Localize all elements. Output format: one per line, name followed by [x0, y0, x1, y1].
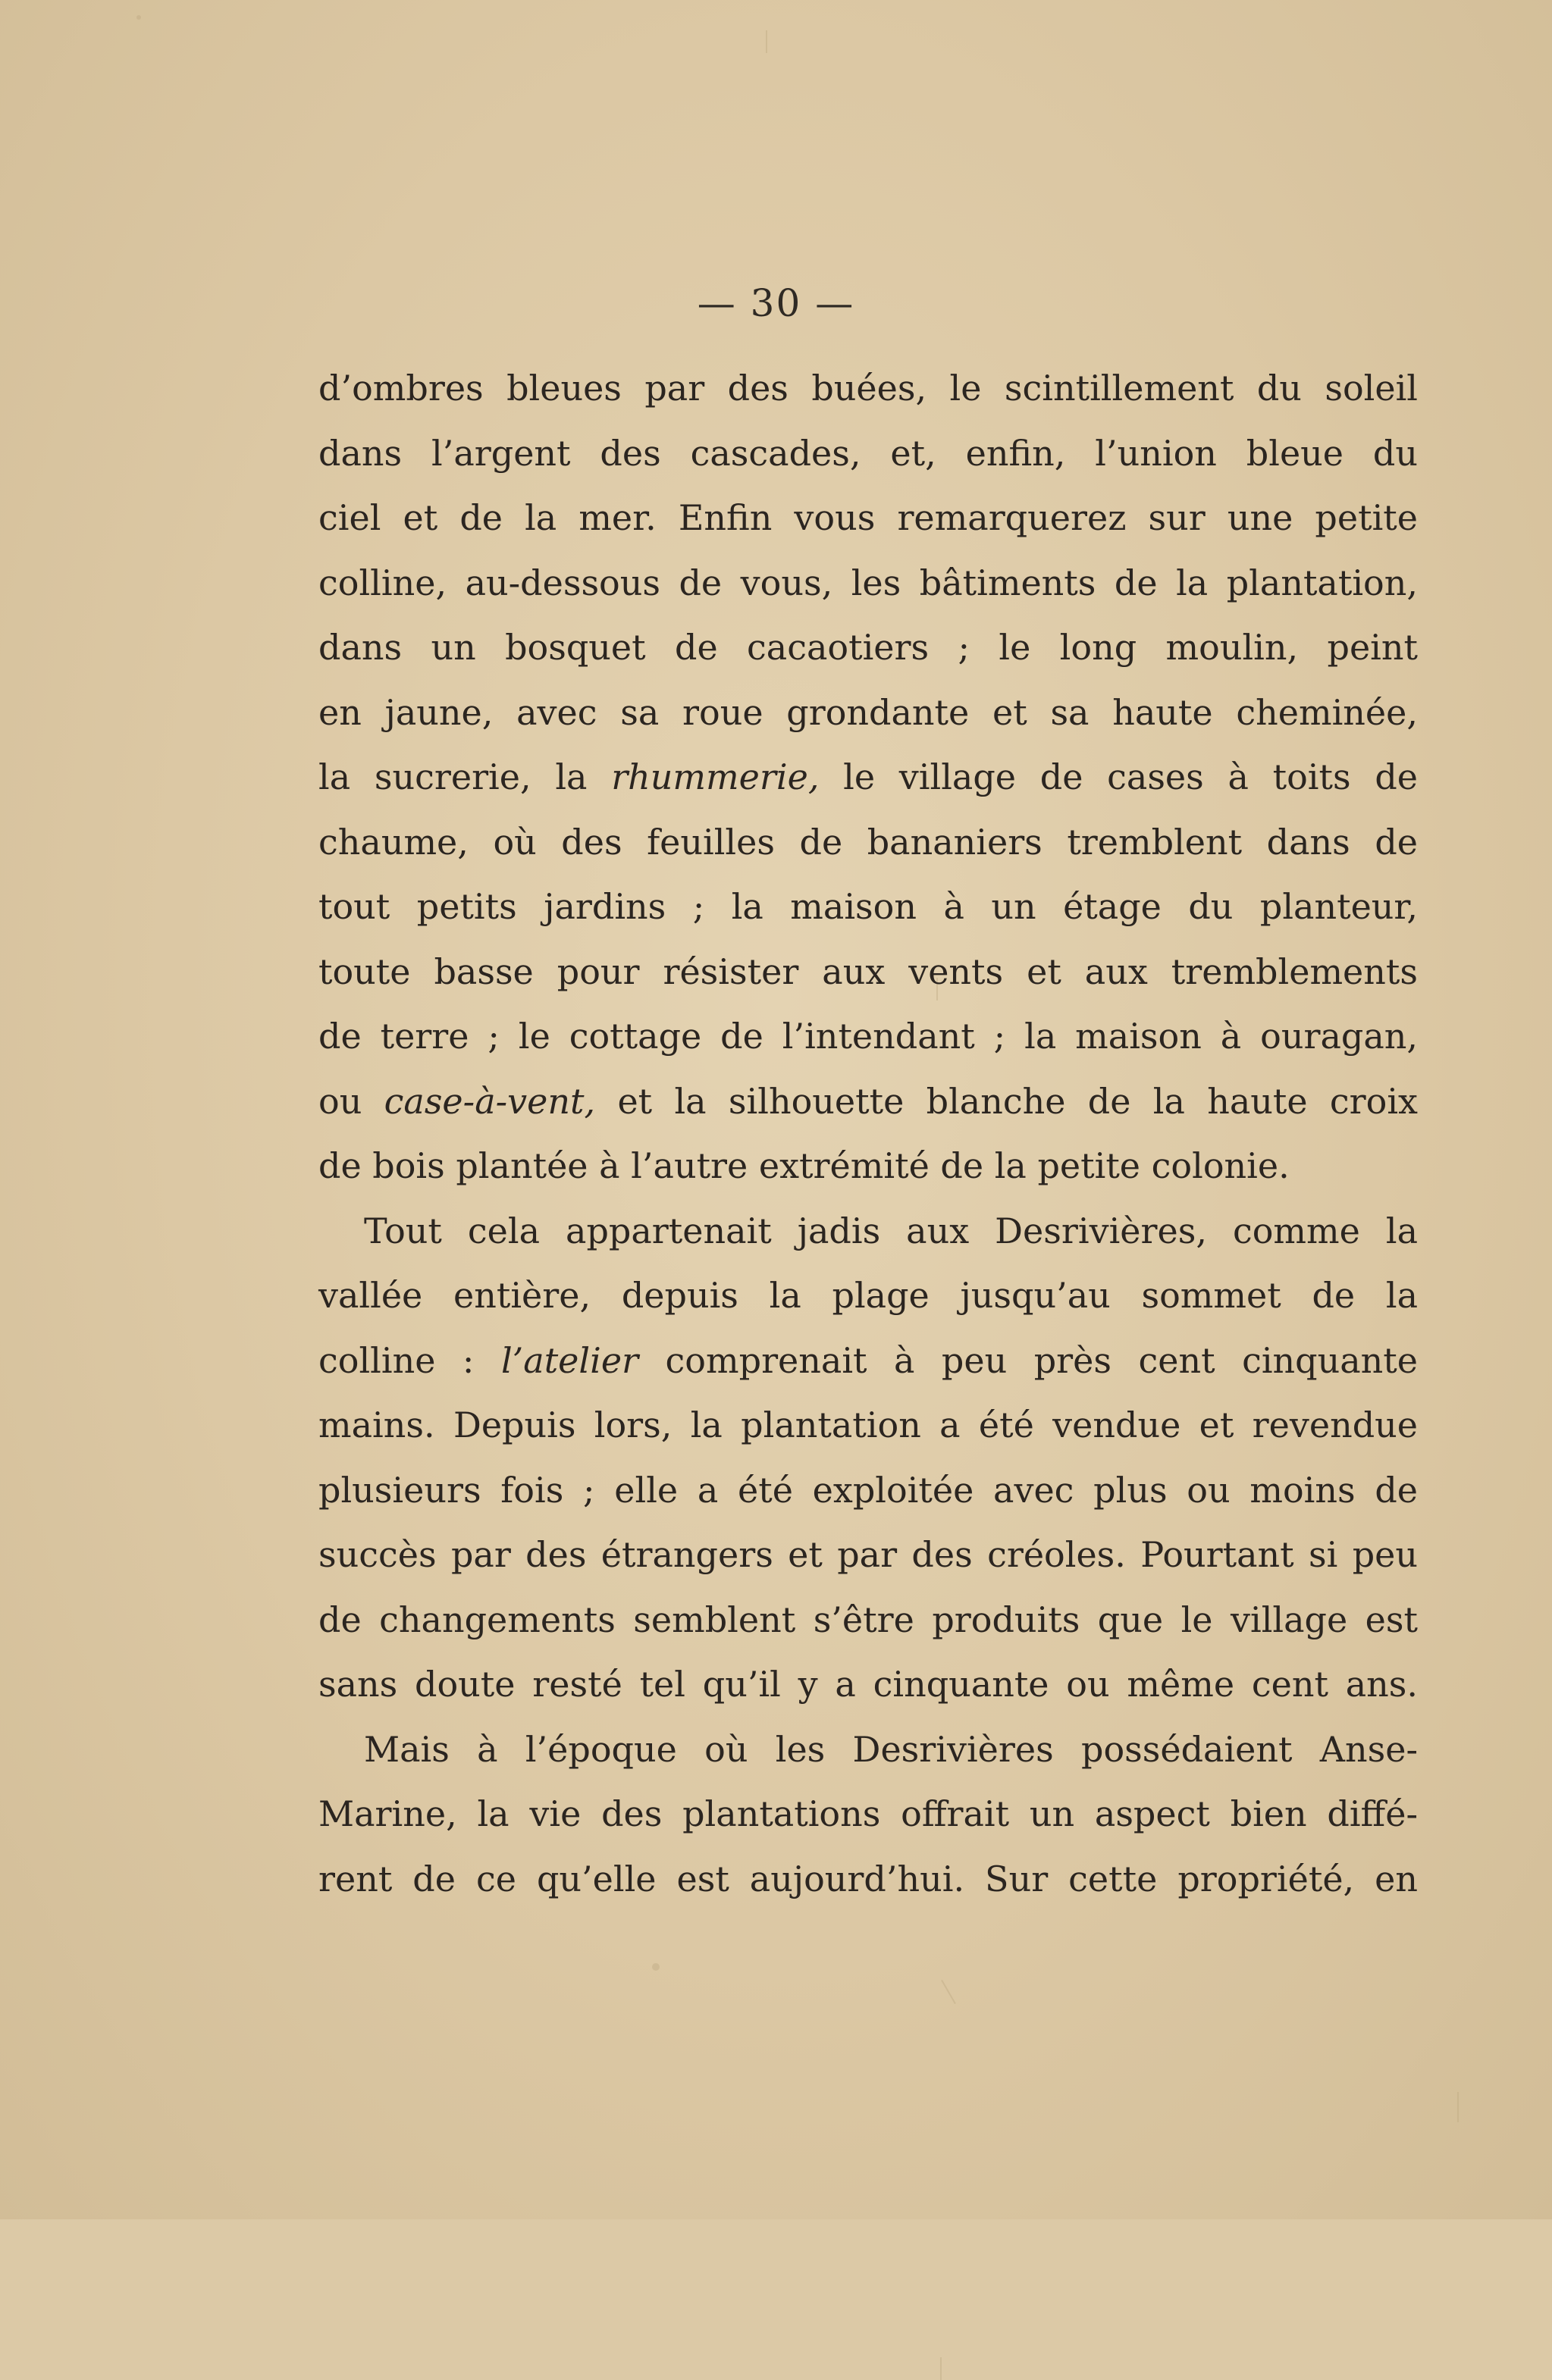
text-line: ciel et de la mer. Enfin vous remarquerez sur une petite	[318, 497, 1418, 538]
paper-speck	[136, 15, 141, 20]
text-line: de bois plantée à l’autre extrémité de la petite colonie.	[318, 1145, 1290, 1186]
text-line: rent de ce qu’elle est aujourd’hui. Sur cette propriété, en	[318, 1858, 1418, 1899]
text-line: dans un bosquet de cacaotiers ; le long moulin, peint	[318, 627, 1418, 668]
page-number: — 30 —	[697, 281, 855, 325]
paper-speck	[1457, 2092, 1459, 2122]
italic-term: case-à-vent,	[384, 1080, 596, 1122]
text-line: de changements semblent s’être produits que le village est	[318, 1599, 1418, 1640]
italic-term: rhummerie,	[611, 756, 820, 797]
text-line: chaume, où des feuilles de bananiers tremblent dans de	[318, 821, 1418, 863]
body-text	[318, 356, 1418, 1912]
text-segment: comprenait à peu près cent cinquante	[638, 1339, 1419, 1381]
text-line: dans l’argent des cascades, et, enfin, l’union bleue du	[318, 432, 1418, 474]
text-line: toute basse pour résister aux vents et aux tremblements	[318, 950, 1418, 992]
paper-speck	[940, 2357, 942, 2380]
text-segment: la sucrerie, la	[318, 756, 612, 797]
text-line	[318, 1069, 1418, 1135]
text-segment: le village de cases à toits de	[819, 756, 1418, 797]
paper-speck	[766, 30, 767, 53]
text-line: tout petits jardins ; la maison à un étage du planteur,	[318, 886, 1418, 927]
text-line: d’ombres bleues par des buées, le scintillement du soleil	[318, 368, 1418, 409]
text-line: plusieurs fois ; elle a été exploitée avec plus ou moins de	[318, 1469, 1418, 1511]
text-line	[318, 745, 1418, 810]
text-line: succès par des étrangers et par des créoles. Pourtant si peu	[318, 1534, 1418, 1575]
paper-speck	[941, 1980, 956, 2004]
italic-term: l’atelier	[500, 1339, 639, 1381]
text-line: en jaune, avec sa roue grondante et sa haute cheminée,	[318, 691, 1418, 733]
text-line: vallée entière, depuis la plage jusqu’au sommet de la	[318, 1275, 1418, 1316]
text-line: Tout cela appartenait jadis aux Desrivières, comme la	[364, 1210, 1418, 1251]
text-segment: ou	[318, 1080, 384, 1122]
text-segment: colline :	[318, 1339, 501, 1381]
text-line: Mais à l’époque où les Desrivières possédaient Anse-	[364, 1728, 1418, 1770]
text-line: colline, au-dessous de vous, les bâtiments de la plantation,	[318, 562, 1418, 603]
text-line	[318, 1329, 1418, 1394]
text-line: Marine, la vie des plantations offrait un aspect bien diffé-	[318, 1793, 1418, 1834]
text-line: sans doute resté tel qu’il y a cinquante ou même cent ans.	[318, 1664, 1418, 1705]
text-line: de terre ; le cottage de l’intendant ; la maison à ouragan,	[318, 1016, 1418, 1057]
text-segment: et la silhouette blanche de la haute croix	[595, 1080, 1418, 1122]
text-line: mains. Depuis lors, la plantation a été vendue et revendue	[318, 1405, 1418, 1445]
paper-speck	[652, 1963, 660, 1971]
